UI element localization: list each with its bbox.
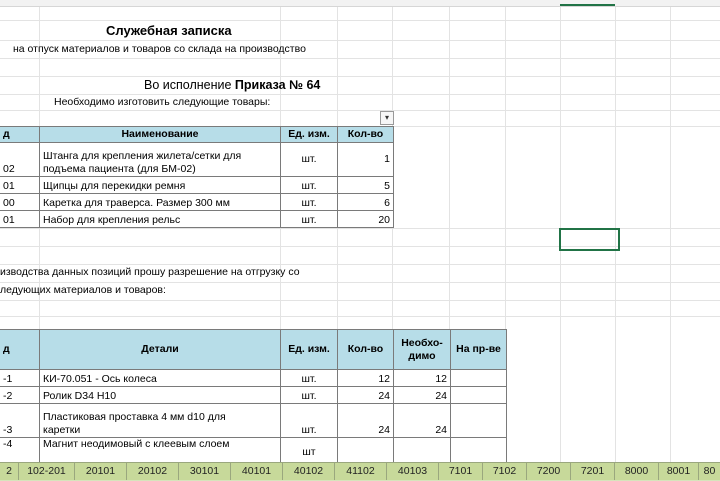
cell-qty[interactable]: 5 [338, 177, 394, 194]
cell-name[interactable]: Щипцы для перекидки ремня [40, 177, 281, 194]
memo-subtitle: на отпуск материалов и товаров со склада на производство [13, 43, 306, 55]
table-row [0, 143, 394, 177]
products-header-row [0, 127, 394, 143]
sheet-tab[interactable]: 7102 [483, 463, 527, 480]
header-name: Наименование [40, 127, 281, 143]
cell-qty[interactable]: 24 [338, 404, 394, 438]
sheet-tab[interactable]: 8000 [615, 463, 659, 480]
cell-unit[interactable]: шт. [281, 387, 338, 404]
cell-needed[interactable]: 24 [394, 387, 451, 404]
cell-code[interactable]: -3 [0, 404, 40, 438]
cell-name[interactable]: Ролик D34 H10 [40, 387, 281, 404]
sheet-tab[interactable]: 7201 [571, 463, 615, 480]
sheet-tab[interactable]: 20102 [127, 463, 179, 480]
header-unit: Ед. изм. [281, 330, 338, 370]
table-row [0, 387, 507, 404]
sheet-tab[interactable]: 20101 [75, 463, 127, 480]
memo-title: Служебная записка [106, 23, 232, 38]
cell-in-production[interactable] [451, 387, 507, 404]
cell-name[interactable]: Пластиковая проставка 4 мм d10 для каретки [40, 404, 281, 438]
order-number: Приказа № 64 [234, 78, 321, 92]
cell-code[interactable]: 02 [0, 143, 40, 177]
request-line-1: изводства данных позиций прошу разрешение на отгрузку со [0, 266, 300, 278]
sheet-tab[interactable]: 102-201 [19, 463, 75, 480]
cell-unit[interactable]: шт. [281, 194, 338, 211]
cell-unit[interactable]: шт. [281, 370, 338, 387]
cell-needed[interactable]: 12 [394, 370, 451, 387]
order-line [144, 79, 320, 92]
cell-name[interactable]: Каретка для траверса. Размер 300 мм [40, 194, 281, 211]
need-products-text: Необходимо изготовить следующие товары: [54, 96, 271, 108]
filter-icon[interactable]: ▾ [380, 111, 394, 125]
cell-qty[interactable]: 6 [338, 194, 394, 211]
header-needed: Необхо- димо [394, 330, 451, 370]
cell-code[interactable]: -2 [0, 387, 40, 404]
cell-code[interactable]: 01 [0, 177, 40, 194]
details-table [0, 329, 507, 472]
cell-unit[interactable]: шт. [281, 404, 338, 438]
table-row [0, 194, 394, 211]
cell-unit[interactable]: шт. [281, 211, 338, 228]
selected-column-indicator [560, 4, 615, 6]
cell-name[interactable]: Магнит неодимовый с клеевым слоем [40, 438, 281, 472]
cell-qty[interactable]: 24 [338, 387, 394, 404]
table-row [0, 370, 507, 387]
header-in-production: На пр-ве [451, 330, 507, 370]
table-row [0, 404, 507, 438]
sheet-tab[interactable]: 40102 [283, 463, 335, 480]
order-prefix: Во исполнение [144, 78, 232, 92]
sheet-tab[interactable]: 40101 [231, 463, 283, 480]
cell-code[interactable]: 00 [0, 194, 40, 211]
cell-code[interactable]: -4 [0, 438, 40, 472]
active-cell-selection[interactable] [559, 228, 620, 251]
sheet-tab[interactable]: 40103 [387, 463, 439, 480]
sheet-tab[interactable]: 2 [0, 463, 19, 480]
cell-unit[interactable]: шт. [281, 177, 338, 194]
sheet-tab[interactable]: 80 [699, 463, 720, 480]
cell-qty[interactable]: 1 [338, 143, 394, 177]
products-table [0, 126, 394, 228]
sheet-tab[interactable]: 7101 [439, 463, 483, 480]
cell-in-production[interactable] [451, 370, 507, 387]
header-qty: Кол-во [338, 127, 394, 143]
cell-qty[interactable]: 12 [338, 370, 394, 387]
header-code: д [0, 127, 40, 143]
cell-unit[interactable]: шт [281, 438, 338, 472]
cell-name[interactable]: КИ-70.051 - Ось колеса [40, 370, 281, 387]
table-row [0, 211, 394, 228]
cell-name[interactable]: Набор для крепления рельс [40, 211, 281, 228]
table-row [0, 177, 394, 194]
sheet-tab[interactable]: 8001 [659, 463, 699, 480]
header-unit: Ед. изм. [281, 127, 338, 143]
cell-code[interactable]: -1 [0, 370, 40, 387]
request-line-2: ледующих материалов и товаров: [0, 284, 166, 296]
details-header-row [0, 330, 507, 370]
header-qty: Кол-во [338, 330, 394, 370]
cell-code[interactable]: 01 [0, 211, 40, 228]
sheet-tab[interactable]: 7200 [527, 463, 571, 480]
cell-unit[interactable]: шт. [281, 143, 338, 177]
header-details: Детали [40, 330, 281, 370]
sheet-tab[interactable]: 30101 [179, 463, 231, 480]
cell-name[interactable]: Штанга для крепления жилета/сетки для подъема пациента (для БМ-02) [40, 143, 281, 177]
sheet-tab[interactable]: 41102 [335, 463, 387, 480]
sheet-tabs-bar [0, 462, 720, 481]
cell-needed[interactable]: 24 [394, 404, 451, 438]
cell-in-production[interactable] [451, 404, 507, 438]
cell-qty[interactable]: 20 [338, 211, 394, 228]
header-code: д [0, 330, 40, 370]
